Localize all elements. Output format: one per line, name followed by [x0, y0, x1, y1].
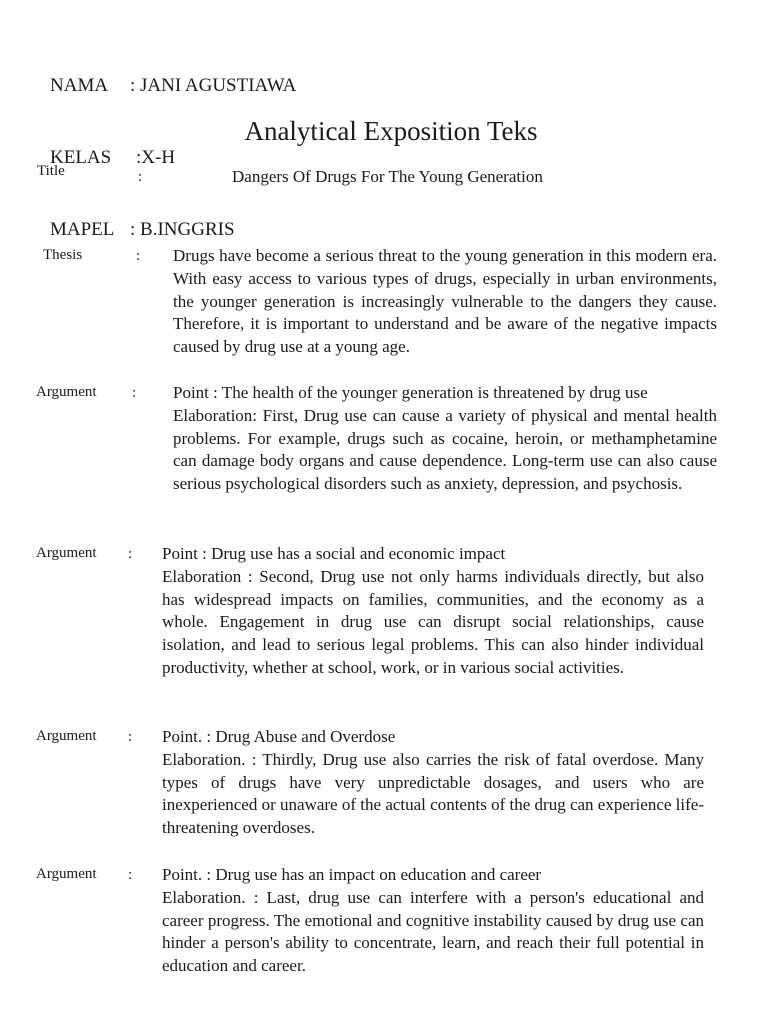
argument-3-label: Argument: [36, 728, 97, 744]
argument-1-colon: :: [132, 385, 137, 401]
nama-row: [50, 74, 296, 98]
argument-1-point: Point : The health of the younger generation is threatened by drug use: [173, 383, 648, 402]
argument-2-body: [162, 543, 704, 680]
thesis-text: Drugs have become a serious threat to the young generation in this modern era. With easy access to various types of drugs, especially in urban environments, the younger generation is increasingly vulnerable to the dangers they cause. Therefore, it is important to understand and be aware of the negative impacts caused by drug use at a young age.: [173, 246, 717, 357]
argument-4-elaboration: Elaboration. : Last, drug use can interfere with a person's educational and career progress. The emotional and cognitive instability caused by drug use can hinder a person's ability to concentrate, learn, and reach their full potential in education and career.: [162, 887, 704, 976]
argument-2-label: Argument: [36, 545, 97, 561]
kelas-label: KELAS: [50, 147, 112, 168]
argument-3-point: Point. : Drug Abuse and Overdose: [162, 727, 396, 746]
argument-2-point: Point : Drug use has a social and economic impact: [162, 544, 506, 563]
title-value: Dangers Of Drugs For The Young Generation: [232, 167, 543, 186]
mapel-row: [50, 218, 296, 242]
document-heading: Analytical Exposition Teks: [244, 116, 538, 146]
title-colon: :: [138, 169, 143, 185]
argument-3-body: [162, 726, 704, 840]
argument-2-elaboration: Elaboration : Second, Drug use not only harms individuals directly, but also has widespread impacts on families, communities, and the economy as a whole. Engagement in drug use can disrupt social relationships, cause isolation, and lead to serious legal problems. This can also hinder individual productivity, whether at school, work, or in various social activities.: [162, 566, 704, 677]
argument-3-colon: :: [128, 729, 133, 745]
argument-3-elaboration: Elaboration. : Thirdly, Drug use also carries the risk of fatal overdose. Many types of drugs have very unpredictable dosages, and users who are inexperienced or unaware of the actual contents of the drug can experience life-threatening overdoses.: [162, 749, 704, 838]
argument-1-elaboration: Elaboration: First, Drug use can cause a variety of physical and mental health problems. For example, drugs such as cocaine, heroin, or methamphetamine can damage body organs and cause dependence. Long-term use can also cause serious psychological disorders such as anxiety, depression, and psychosis.: [173, 405, 717, 494]
kelas-value: :X-H: [136, 147, 176, 168]
argument-4-colon: :: [128, 867, 133, 883]
mapel-value: : B.INGGRIS: [130, 219, 235, 240]
title-label: Title: [37, 163, 65, 179]
argument-1-label: Argument: [36, 384, 97, 400]
nama-value: : JANI AGUSTIAWA: [130, 75, 297, 96]
nama-label: NAMA: [50, 75, 109, 96]
argument-4-point: Point. : Drug use has an impact on education and career: [162, 865, 542, 884]
mapel-label: MAPEL: [50, 219, 115, 240]
thesis-label: Thesis: [43, 247, 83, 263]
argument-4-label: Argument: [36, 866, 97, 882]
thesis-colon: :: [136, 248, 141, 264]
argument-2-colon: :: [128, 546, 133, 562]
argument-1-body: [173, 382, 717, 496]
argument-4-body: [162, 864, 704, 978]
